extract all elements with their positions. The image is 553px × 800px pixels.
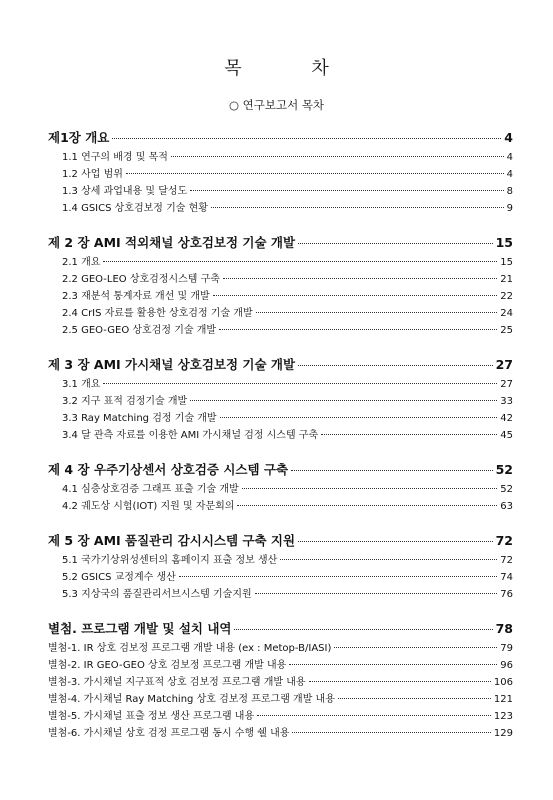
- chapter-page: 15: [495, 235, 513, 250]
- toc-section-appendix: [48, 617, 513, 742]
- toc-entry[interactable]: [48, 305, 513, 322]
- entry-page: 22: [500, 291, 513, 302]
- chapter-page: 4: [504, 130, 513, 145]
- dot-leader: [190, 190, 503, 191]
- toc-entry[interactable]: [48, 427, 513, 444]
- entry-title: 1.4 GSICS 상호검보정 기술 현황: [62, 203, 208, 214]
- entry-title: 5.1 국가기상위성센터의 홈페이지 표출 정보 생산: [62, 555, 278, 566]
- toc-entry[interactable]: [48, 586, 513, 603]
- chapter-entry[interactable]: [48, 126, 513, 149]
- toc-section-5: [48, 529, 513, 603]
- entry-page: 25: [500, 325, 513, 336]
- entry-page: 15: [500, 257, 513, 268]
- chapter-page: 78: [495, 621, 513, 636]
- dot-leader: [292, 732, 490, 733]
- toc-entry[interactable]: [48, 708, 513, 725]
- dot-leader: [334, 647, 497, 648]
- entry-title: 별첨-5. 가시채널 표출 정보 생산 프로그램 내용: [48, 711, 255, 722]
- entry-title: 1.1 연구의 배경 및 목적: [62, 152, 168, 163]
- entry-page: 121: [493, 694, 513, 705]
- entry-title: 1.3 상세 과업내용 및 달성도: [62, 186, 188, 197]
- dot-leader: [103, 261, 497, 262]
- page-title: 목 차: [224, 58, 361, 79]
- chapter-page: 72: [495, 533, 513, 548]
- dot-leader: [237, 505, 497, 506]
- dot-leader: [234, 629, 492, 630]
- toc-entry[interactable]: [48, 149, 513, 166]
- dot-leader: [223, 278, 497, 279]
- dot-leader: [112, 138, 501, 139]
- toc-entry[interactable]: [48, 200, 513, 217]
- entry-title: 5.2 GSICS 교정계수 생산: [62, 572, 176, 583]
- entry-title: 3.3 Ray Matching 검정 기술 개발: [62, 413, 217, 424]
- toc-section-2: [48, 231, 513, 339]
- dot-leader: [179, 576, 497, 577]
- dot-leader: [171, 156, 504, 157]
- entry-title: 3.2 지구 표적 검정기술 개발: [62, 396, 188, 407]
- entry-page: 79: [500, 643, 513, 654]
- dot-leader: [298, 365, 493, 366]
- entry-title: 별첨-4. 가시채널 Ray Matching 상호 검보정 프로그램 개발 내용: [48, 694, 335, 705]
- toc-entry[interactable]: [48, 691, 513, 708]
- toc-entry[interactable]: [48, 674, 513, 691]
- dot-leader: [211, 207, 504, 208]
- chapter-entry[interactable]: [48, 529, 513, 552]
- dot-leader: [289, 664, 497, 665]
- toc-entry[interactable]: [48, 552, 513, 569]
- entry-title: 2.3 재분석 통계자료 개선 및 개발: [62, 291, 210, 302]
- table-of-contents: [48, 126, 513, 756]
- dot-leader: [255, 593, 498, 594]
- toc-entry[interactable]: [48, 640, 513, 657]
- chapter-page: 27: [495, 357, 513, 372]
- toc-entry[interactable]: [48, 271, 513, 288]
- toc-entry[interactable]: [48, 725, 513, 742]
- page-subtitle: ○ 연구보고서 목차: [228, 98, 325, 112]
- chapter-title: 제1장 개요: [48, 130, 110, 145]
- entry-page: 4: [506, 152, 513, 163]
- entry-page: 9: [506, 203, 513, 214]
- toc-entry[interactable]: [48, 410, 513, 427]
- dot-leader: [298, 243, 493, 244]
- entry-title: 2.1 개요: [62, 257, 101, 268]
- chapter-entry[interactable]: [48, 617, 513, 640]
- entry-title: 3.1 개요: [62, 379, 101, 390]
- entry-page: 52: [500, 484, 513, 495]
- toc-entry[interactable]: [48, 288, 513, 305]
- chapter-entry[interactable]: [48, 458, 513, 481]
- entry-title: 별첨-6. 가시채널 상호 검정 프로그램 동시 수행 쉘 내용: [48, 728, 290, 739]
- entry-title: 별첨-1. IR 상호 검보정 프로그램 개발 내용 (ex : Metop-B/IASI): [48, 643, 332, 654]
- entry-page: 27: [500, 379, 513, 390]
- entry-page: 76: [500, 589, 513, 600]
- dot-leader: [309, 681, 491, 682]
- dot-leader: [256, 312, 498, 313]
- entry-page: 4: [506, 169, 513, 180]
- entry-page: 129: [493, 728, 513, 739]
- toc-entry[interactable]: [48, 498, 513, 515]
- entry-title: 4.1 심층상호검증 그래프 표출 기술 개발: [62, 484, 239, 495]
- entry-title: 2.5 GEO-GEO 상호검정 기술 개발: [62, 325, 217, 336]
- entry-title: 1.2 사업 범위: [62, 169, 123, 180]
- chapter-title: 별첨. 프로그램 개발 및 설치 내역: [48, 621, 232, 636]
- dot-leader: [291, 470, 493, 471]
- toc-section-1: [48, 126, 513, 217]
- dot-leader: [298, 541, 493, 542]
- toc-entry[interactable]: [48, 322, 513, 339]
- toc-entry[interactable]: [48, 166, 513, 183]
- chapter-entry[interactable]: [48, 353, 513, 376]
- toc-entry[interactable]: [48, 569, 513, 586]
- toc-entry[interactable]: [48, 393, 513, 410]
- toc-entry[interactable]: [48, 481, 513, 498]
- dot-leader: [280, 559, 497, 560]
- toc-section-3: [48, 353, 513, 444]
- entry-page: 45: [500, 430, 513, 441]
- entry-page: 24: [500, 308, 513, 319]
- entry-page: 106: [493, 677, 513, 688]
- entry-title: 5.3 지상국의 품질관리서브시스템 기술지원: [62, 589, 252, 600]
- dot-leader: [321, 434, 497, 435]
- entry-page: 63: [500, 501, 513, 512]
- entry-page: 74: [500, 572, 513, 583]
- chapter-title: 제 3 장 AMI 가시채널 상호검보정 기술 개발: [48, 357, 296, 372]
- entry-page: 33: [500, 396, 513, 407]
- toc-entry[interactable]: [48, 657, 513, 674]
- toc-entry[interactable]: [48, 254, 513, 271]
- dot-leader: [190, 400, 497, 401]
- chapter-entry[interactable]: [48, 231, 513, 254]
- chapter-page: 52: [495, 462, 513, 477]
- entry-title: 3.4 달 관측 자료를 이용한 AMI 가시채널 검정 시스템 구축: [62, 430, 319, 441]
- toc-entry[interactable]: [48, 183, 513, 200]
- entry-title: 별첨-3. 가시채널 지구표적 상호 검보정 프로그램 개발 내용: [48, 677, 306, 688]
- chapter-title: 제 2 장 AMI 적외채널 상호검보정 기술 개발: [48, 235, 296, 250]
- chapter-title: 제 5 장 AMI 품질관리 감시시스템 구축 지원: [48, 533, 296, 548]
- dot-leader: [242, 488, 498, 489]
- entry-title: 2.2 GEO-LEO 상호검정시스템 구축: [62, 274, 220, 285]
- entry-page: 72: [500, 555, 513, 566]
- chapter-title: 제 4 장 우주기상센서 상호검증 시스템 구축: [48, 462, 289, 477]
- dot-leader: [257, 715, 491, 716]
- dot-leader: [219, 329, 497, 330]
- entry-page: 21: [500, 274, 513, 285]
- toc-entry[interactable]: [48, 376, 513, 393]
- dot-leader: [213, 295, 498, 296]
- dot-leader: [220, 417, 498, 418]
- dot-leader: [126, 173, 504, 174]
- toc-section-4: [48, 458, 513, 515]
- entry-page: 96: [500, 660, 513, 671]
- entry-title: 2.4 CrIS 자료를 활용한 상호검정 기술 개발: [62, 308, 253, 319]
- dot-leader: [338, 698, 491, 699]
- entry-title: 4.2 궤도상 시험(IOT) 지원 및 자문회의: [62, 501, 235, 512]
- entry-page: 8: [506, 186, 513, 197]
- entry-page: 42: [500, 413, 513, 424]
- entry-title: 별첨-2. IR GEO-GEO 상호 검보정 프로그램 개발 내용: [48, 660, 287, 671]
- entry-page: 123: [493, 711, 513, 722]
- dot-leader: [103, 383, 497, 384]
